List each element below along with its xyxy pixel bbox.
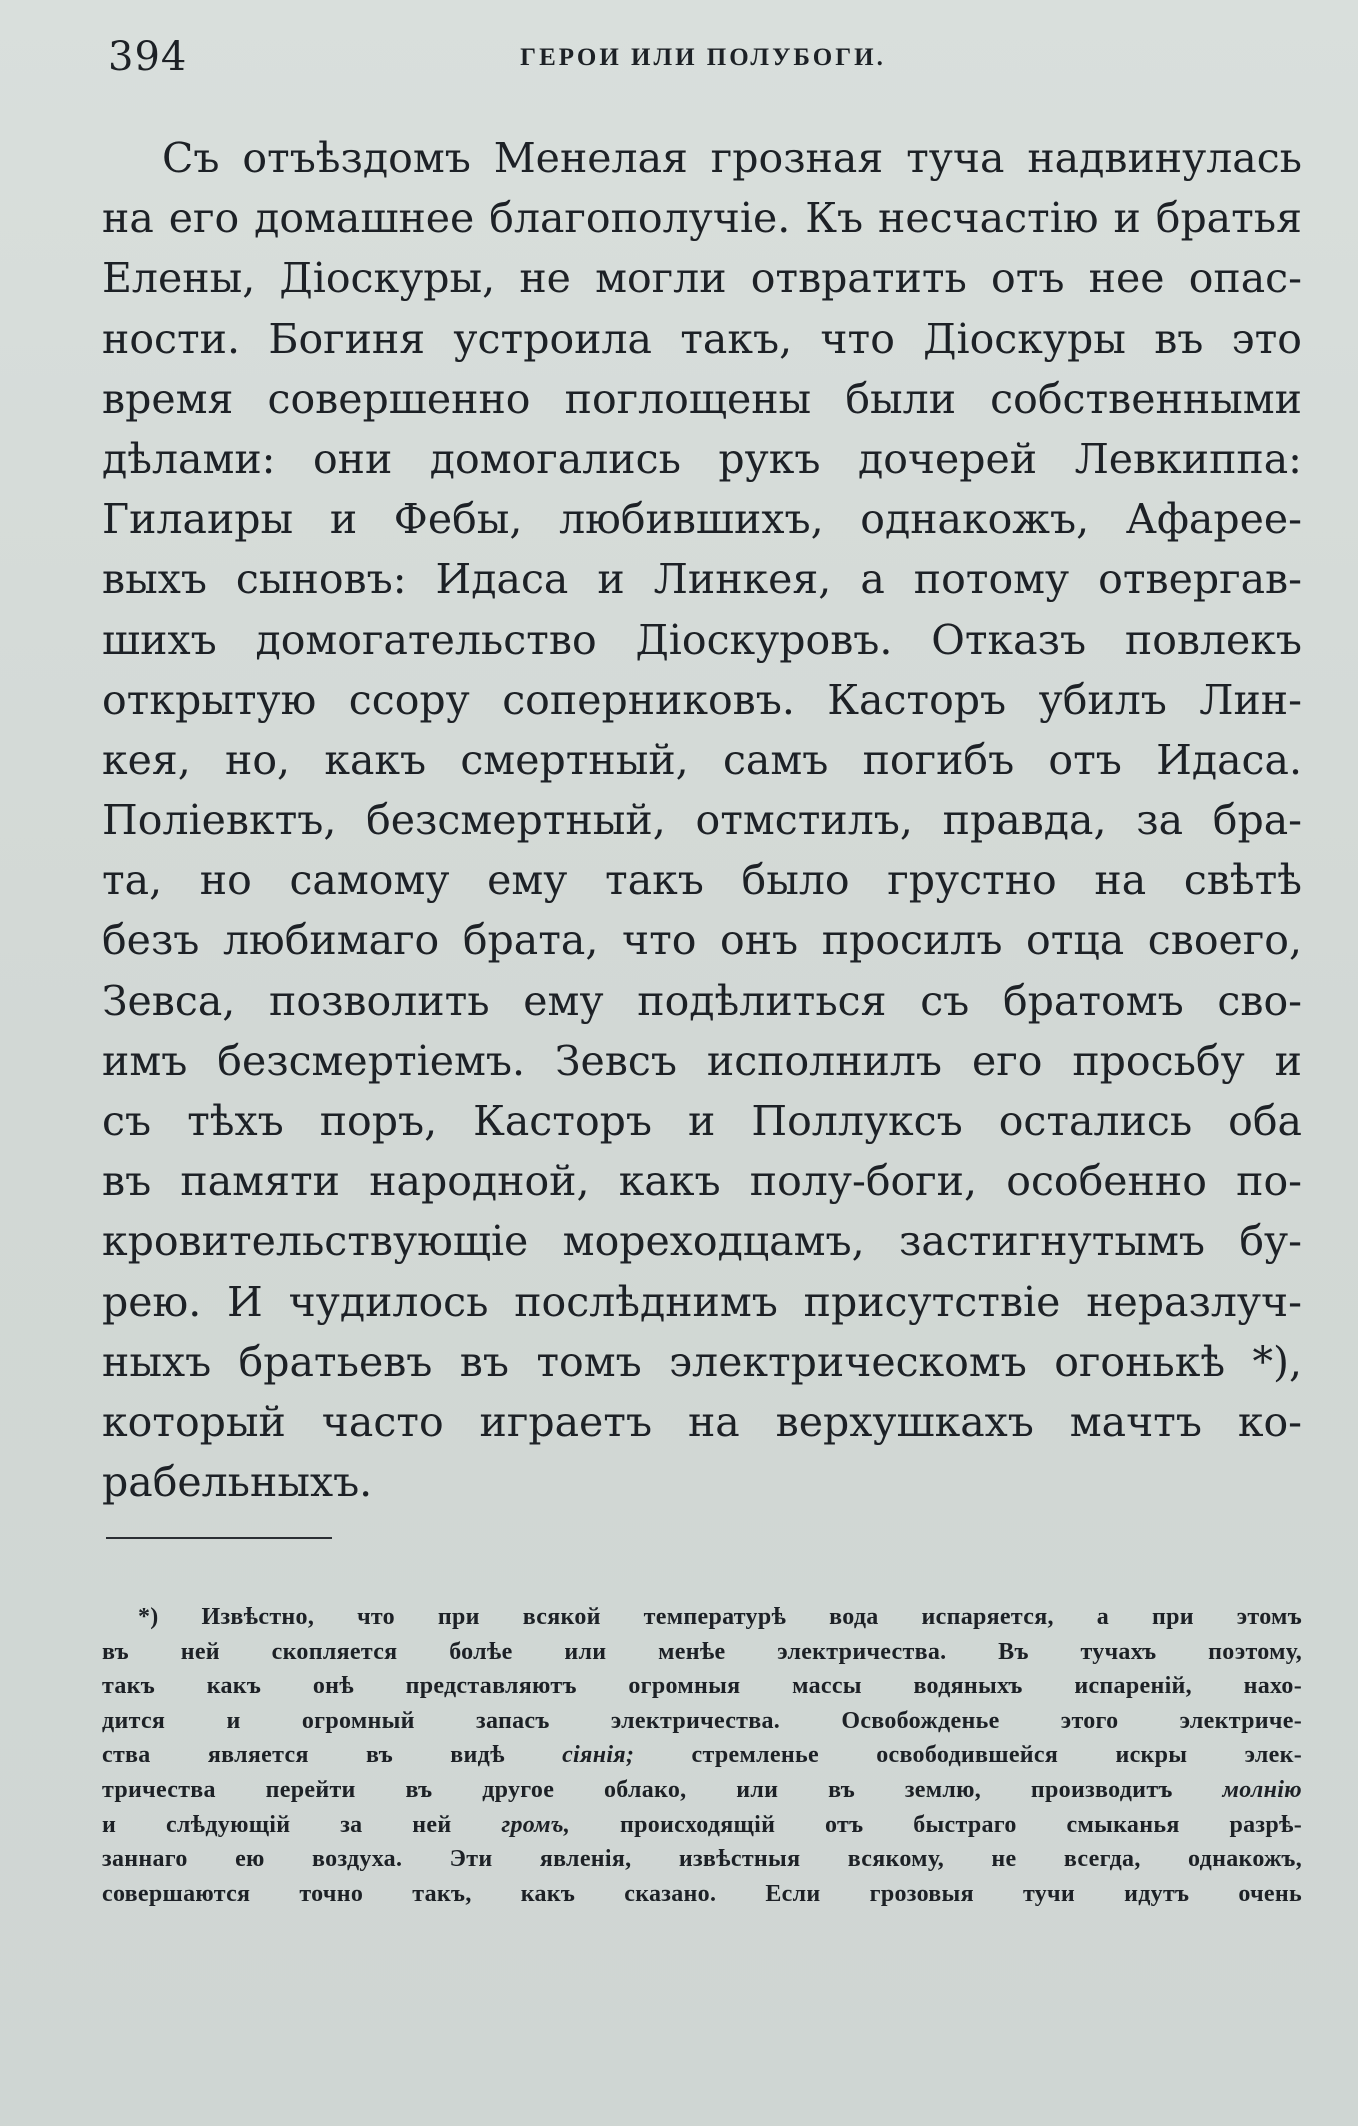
text-line: Зевса, позволить ему подѣлиться съ братомъ сво-	[102, 976, 1302, 1025]
footnote-line: *) Извѣстно, что при всякой температурѣ вода испаряется, а при этомъ	[138, 1604, 1302, 1630]
footnote-text: и слѣдующій за ней	[102, 1811, 502, 1838]
footnote	[102, 1600, 1302, 1911]
text-line: имъ безсмертіемъ. Зевсъ исполнилъ его просьбу и	[102, 1036, 1302, 1085]
text-line: ныхъ братьевъ въ томъ электрическомъ огонькѣ *),	[102, 1337, 1302, 1386]
footnote-emphasis: сіянія;	[562, 1742, 635, 1769]
footnote-line: въ ней скопляется болѣе или менѣе электричества. Въ тучахъ поэтому,	[102, 1638, 1302, 1665]
footnote-divider	[106, 1537, 332, 1539]
text-line: открытую ссору соперниковъ. Касторъ убилъ Лин-	[102, 675, 1302, 724]
footnote-text: ства является въ видѣ	[102, 1742, 563, 1769]
text-line: Елены, Діоскуры, не могли отвратить отъ нее опас-	[102, 254, 1302, 303]
text-line: та, но самому ему такъ было грустно на свѣтѣ	[102, 856, 1302, 905]
footnote-line: совершаются точно такъ, какъ сказано. Если грозовыя тучи идутъ очень	[102, 1880, 1302, 1907]
footnote-line	[102, 1808, 1302, 1843]
text-line: выхъ сыновъ: Идаса и Линкея, а потому отвергав-	[102, 555, 1302, 604]
text-line: безъ любимаго брата, что онъ просилъ отца своего,	[102, 916, 1302, 965]
text-line: рабельныхъ.	[102, 1458, 373, 1507]
footnote-emphasis: громъ,	[501, 1811, 571, 1838]
text-line: Съ отъѣздомъ Менелая грозная туча надвинулась	[162, 134, 1302, 182]
main-paragraph	[102, 128, 1302, 1512]
footnote-text: тричества перейти въ другое облако, или въ землю, производитъ	[102, 1776, 1223, 1803]
text-line: кея, но, какъ смертный, самъ погибъ отъ Идаса.	[102, 735, 1302, 784]
footnote-line: такъ какъ онѣ представляютъ огромныя массы водяныхъ испареній, нахо-	[102, 1673, 1302, 1700]
text-line: въ памяти народной, какъ полу-боги, особенно по-	[102, 1157, 1302, 1206]
text-line: ности. Богиня устроила такъ, что Діоскуры въ это	[102, 314, 1302, 363]
footnote-line	[102, 1738, 1302, 1773]
footnote-text: стремленье освободившейся искры элек-	[634, 1742, 1302, 1769]
text-line: рею. И чудилось послѣднимъ присутствіе неразлуч-	[102, 1277, 1302, 1326]
text-line: который часто играетъ на верхушкахъ мачтъ ко-	[102, 1397, 1302, 1446]
page-header	[108, 30, 1298, 90]
footnote-line: дится и огромный запасъ электричества. Освобожденье этого электриче-	[102, 1707, 1302, 1734]
footnote-emphasis: молнію	[1222, 1776, 1302, 1803]
footnote-text: происходящій отъ быстраго смыканья разрѣ-	[570, 1811, 1302, 1838]
page-number: 394	[108, 34, 188, 80]
text-line: съ тѣхъ поръ, Касторъ и Поллуксъ остались оба	[102, 1097, 1302, 1145]
text-line: шихъ домогательство Діоскуровъ. Отказъ повлекъ	[102, 615, 1302, 664]
footnote-line: заннаго ею воздуха. Эти явленія, извѣстныя всякому, не всегда, однакожъ,	[102, 1846, 1302, 1873]
footnote-line	[102, 1773, 1302, 1808]
text-line: дѣлами: они домогались рукъ дочерей Левкиппа:	[102, 434, 1302, 483]
text-line: Поліевктъ, безсмертный, отмстилъ, правда, за бра-	[102, 796, 1302, 845]
text-line: Гилаиры и Фебы, любившихъ, однакожъ, Афарее-	[102, 495, 1302, 544]
text-line: время совершенно поглощены были собственными	[102, 374, 1302, 423]
text-line: на его домашнее благополучіе. Къ несчастію и братья	[102, 194, 1302, 243]
text-line: кровительствующіе мореходцамъ, застигнутымъ бу-	[102, 1217, 1302, 1266]
running-title: ГЕРОИ ИЛИ ПОЛУБОГИ.	[520, 44, 886, 71]
